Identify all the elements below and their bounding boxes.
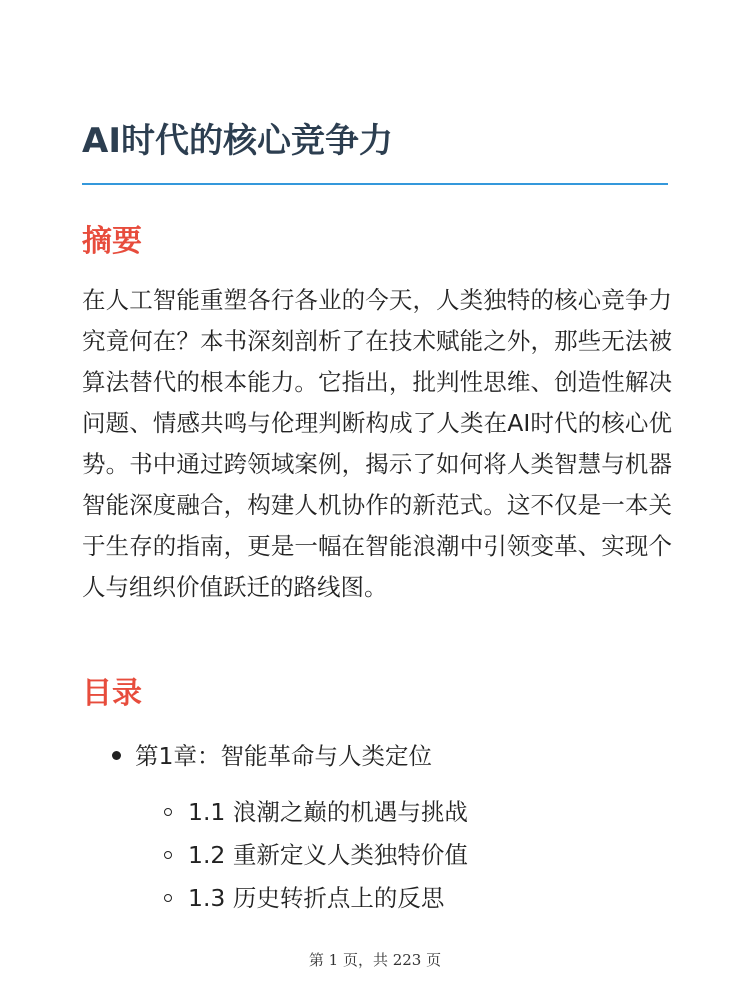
hollow-bullet-icon <box>164 851 172 859</box>
toc-chapter-1[interactable] <box>82 734 668 778</box>
page-number-footer: 第 1 页，共 223 页 <box>308 951 442 969</box>
title-divider <box>82 183 668 185</box>
summary-paragraph: 在人工智能重塑各行各业的今天，人类独特的核心竞争力究竟何在？本书深刻剖析了在技术赋能之外，那些无法被算法替代的根本能力。它指出，批判性思维、创造性解决问题、情感共鸣与伦理判断构成了人类在AI时代的核心优势。书中通过跨领域案例，揭示了如何将人类智慧与机器智能深度融合，构建人机协作的新范式。这不仅是一本关于生存的指南，更是一幅在智能浪潮中引领变革、实现个人与组织价值跃迁的路线图。 <box>82 286 672 601</box>
section-title: 1.3 历史转折点上的反思 <box>188 884 445 912</box>
chapter-title: 第1章：智能革命与人类定位 <box>135 742 432 770</box>
page-title: AI时代的核心竞争力 <box>82 121 393 161</box>
summary-heading: 摘要 <box>82 224 142 259</box>
chapter-1-section-list <box>82 792 668 921</box>
toc-heading: 目录 <box>82 676 142 711</box>
section-title: 1.1 浪潮之巅的机遇与挑战 <box>188 798 468 826</box>
filled-bullet-icon <box>112 751 121 760</box>
hollow-bullet-icon <box>164 894 172 902</box>
toc-section-1-3[interactable] <box>82 878 668 921</box>
table-of-contents <box>82 734 668 912</box>
section-title: 1.2 重新定义人类独特价值 <box>188 841 468 869</box>
toc-section-1-2[interactable] <box>82 835 668 878</box>
toc-section-1-1[interactable] <box>82 792 668 835</box>
hollow-bullet-icon <box>164 808 172 816</box>
